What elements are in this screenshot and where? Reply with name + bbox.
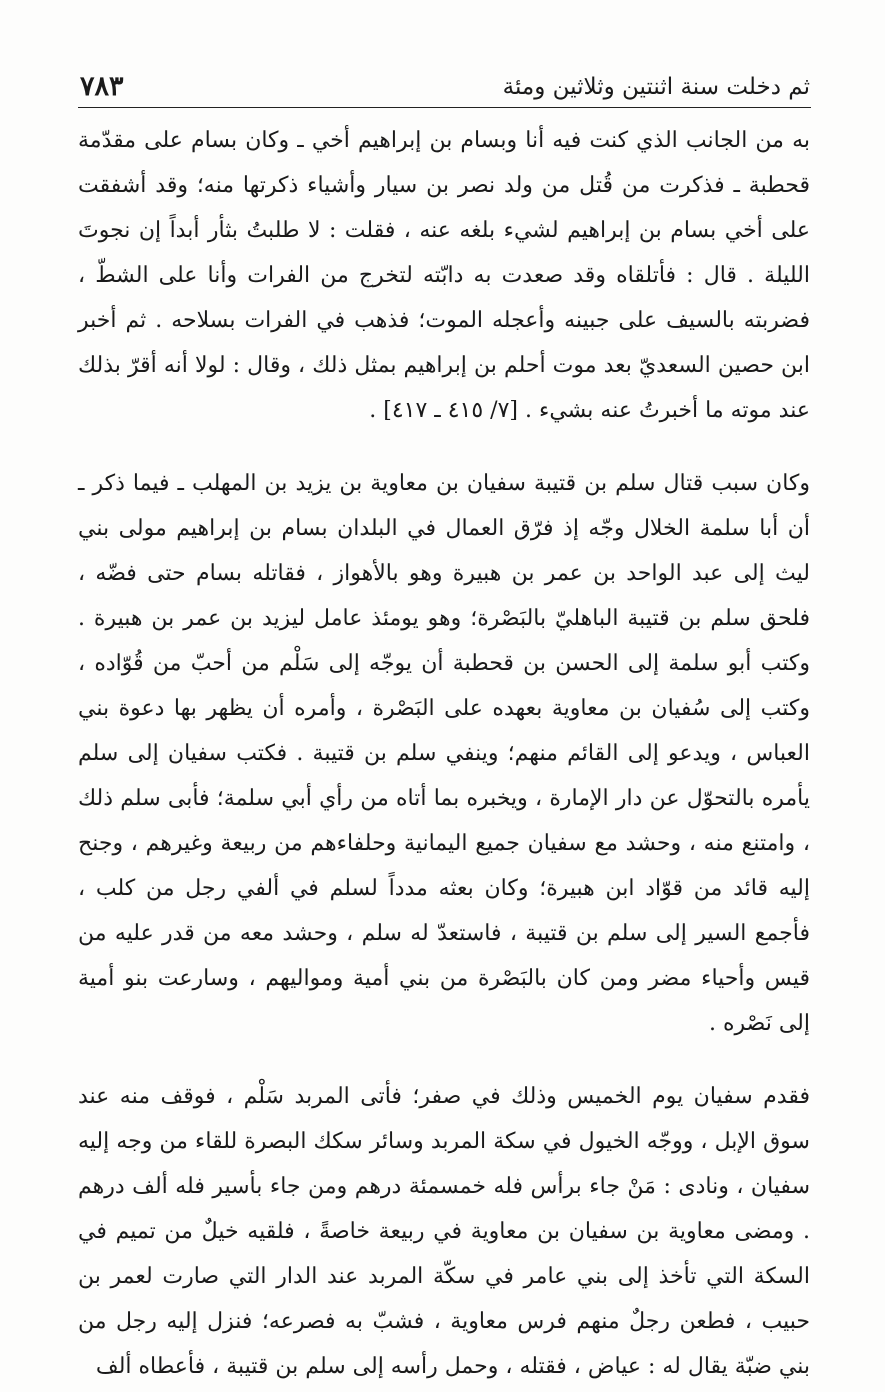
- paragraph-2: [78, 461, 810, 1046]
- page-number: ٧٨٣: [80, 71, 124, 102]
- running-title: ثم دخلت سنة اثنتين وثلاثين ومئة: [502, 74, 810, 100]
- page-header: [80, 62, 810, 102]
- paragraph-3-text: فقدم سفيان يوم الخميس وذلك في صفر؛ فأتى المربد سَلْم ، فوقف منه عند سوق الإبل ، ووجّه الخيول في سكة المربد وسائر سكك البصرة للقاء من وجه إليه سفيان ، ونادى : مَنْ جاء برأس فله خمسمئة درهم ومن جاء بأسير فله ألف درهم . ومضى معاوية بن سفيان بن معاوية في ربيعة خاصةً ، فلقيه خيلٌ من تميم في السكة التي تأخذ إلى بني عامر في سكّة المربد عند الدار التي صارت لعمر بن حبيب ، فطعن رجلٌ منهم فرس معاوية ، فشبّ به فصرعه؛ فنزل إليه رجل من بني ضبّة يقال له : عياض ، فقتله ، وحمل رأسه إلى سلم بن قتيبة ، فأعطاه ألف: [78, 1084, 810, 1379]
- paragraph-2-text: وكان سبب قتال سلم بن قتيبة سفيان بن معاوية بن يزيد بن المهلب ـ فيما ذكر ـ أن أبا سلمة الخلال وجّه إذ فرّق العمال في البلدان بسام بن إبراهيم مولى بني ليث إلى عبد الواحد بن عمر بن هبيرة وهو بالأهواز ، فقاتله بسام حتى فضّه ، فلحق سلم بن قتيبة الباهليّ بالبَصْرة؛ وهو يومئذ عامل ليزيد بن عمر بن هبيرة . وكتب أبو سلمة إلى الحسن بن قحطبة أن يوجّه إلى سَلْم من أحبّ من قُوّاده ، وكتب إلى سُفيان بن معاوية بعهده على البَصْرة ، وأمره أن يظهر بها دعوة بني العباس ، ويدعو إلى القائم منهم؛ وينفي سلم بن قتيبة . فكتب سفيان إلى سلم يأمره بالتحوّل عن دار الإمارة ، ويخبره بما أتاه من رأي أبي سلمة؛ فأبى سلم ذلك ، وامتنع منه ، وحشد مع سفيان جميع اليمانية وحلفاءهم من ربيعة وغيرهم ، وجنح إليه قائد من قوّاد ابن هبيرة؛ وكان بعثه مدداً لسلم في ألفي رجل من كلب ، فأجمع السير إلى سلم بن قتيبة ، فاستعدّ له سلم ، وحشد معه من قدر عليه من قيس وأحياء مضر ومن كان بالبَصْرة من بني أمية ومواليهم ، وسارعت بنو أمية إلى نَصْره .: [78, 471, 810, 1036]
- page-body: [78, 118, 810, 1389]
- volume-page-reference: [٧/ ٤١٥ ـ ٤١٧] .: [369, 398, 518, 423]
- paragraph-3: [78, 1074, 810, 1389]
- header-rule: [78, 107, 811, 108]
- paragraph-1: [78, 118, 810, 433]
- paragraph-1-text: به من الجانب الذي كنت فيه أنا وبسام بن إبراهيم أخي ـ وكان بسام على مقدّمة قحطبة ـ فذكرت من قُتل من ولد نصر بن سيار وأشياء ذكرتها منه؛ وقد أشفقت على أخي بسام بن إبراهيم لشيء بلغه عنه ، فقلت : لا طلبتُ بثأر أبداً إن نجوتَ الليلة . قال : فأتلقاه وقد صعدت به دابّته لتخرج من الفرات وأنا على الشطّ ، فضربته بالسيف على جبينه وأعجله الموت؛ فذهب في الفرات بسلاحه . ثم أخبر ابن حصين السعديّ بعد موت أحلم بن إبراهيم بمثل ذلك ، وقال : لولا أنه أقرّ بذلك عند موته ما أخبرتُ عنه بشيء .: [78, 128, 810, 423]
